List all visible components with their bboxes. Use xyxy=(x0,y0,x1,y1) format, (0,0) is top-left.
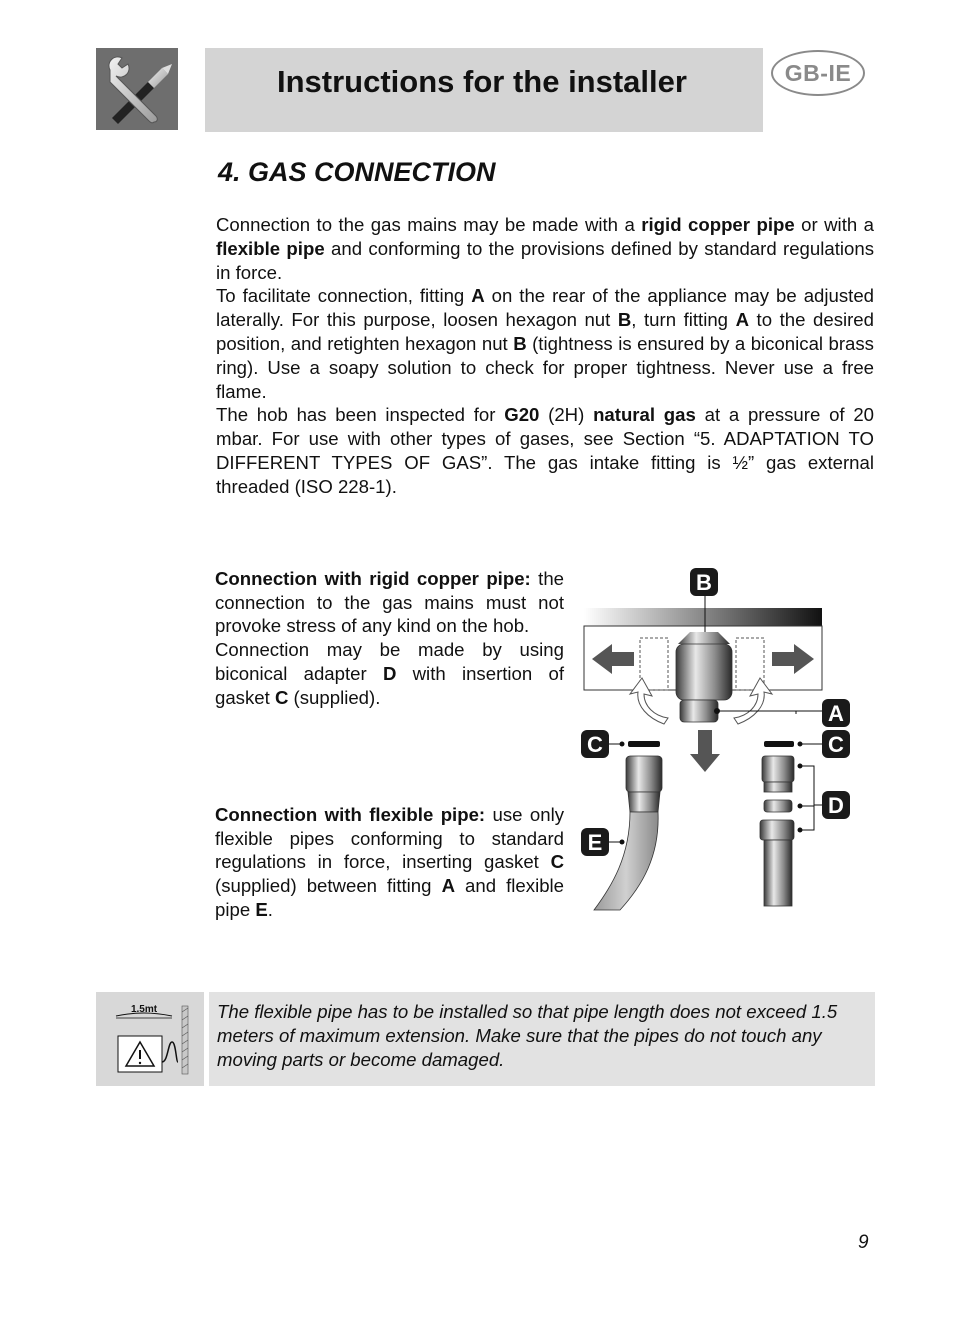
hob-top-bar xyxy=(584,608,822,626)
label-b: B xyxy=(696,570,712,595)
label-c-left: C xyxy=(587,732,603,757)
language-badge: GB-IE xyxy=(771,50,865,96)
flexible-pipe-text xyxy=(215,803,564,922)
flexible-paragraph: Connection with flexible pipe: use only flexible pipes conforming to standard regulations in force, inserting gasket C (supplied) between fitting A and flexible pipe E. xyxy=(215,804,565,920)
gas-connection-diagram xyxy=(578,566,854,914)
rigid-paragraph-1: Connection with rigid copper pipe: the connection to the gas mains must not provoke stress of any kind on the hob. xyxy=(215,568,565,637)
adapter-thread xyxy=(764,782,792,792)
copper-pipe xyxy=(764,840,792,906)
intro-paragraph-1: Connection to the gas mains may be made with a rigid copper pipe or with a flexible pipe and conforming to the provisions defined by standard regulations in force. xyxy=(216,214,874,283)
adapter-top xyxy=(762,756,794,782)
label-c-right: C xyxy=(828,732,844,757)
note-text: The flexible pipe has to be installed so that pipe length does not exceed 1.5 meters of maximum extension. Make sure that the pipes do not touch any moving parts or become damaged. xyxy=(217,1001,838,1070)
gasket-c-left xyxy=(628,741,660,747)
wrench-screwdriver-icon xyxy=(96,48,178,130)
label-e: E xyxy=(587,830,603,855)
rigid-paragraph-2: Connection may be made by using biconical adapter D with insertion of gasket C (supplied). xyxy=(215,639,564,708)
arrow-down-icon xyxy=(690,730,720,772)
tools-icon-box xyxy=(96,48,178,130)
intro-paragraph-3: The hob has been inspected for G20 (2H) natural gas at a pressure of 20 mbar. For use with other types of gases, see Section “5. ADAPTATION TO DIFFERENT TYPES OF GAS”. The gas intake fitting is ½” gas external threaded (ISO 228-1). xyxy=(216,404,875,497)
label-d: D xyxy=(828,793,844,818)
adapter-nut xyxy=(760,820,794,840)
fitting-body xyxy=(676,644,732,700)
rigid-pipe-text xyxy=(215,567,564,709)
note-band xyxy=(209,992,875,1086)
hose-nut xyxy=(626,756,662,792)
intro-text xyxy=(216,213,874,499)
hose-ferrule xyxy=(628,792,660,812)
pipe-length-warning-icon xyxy=(96,992,204,1086)
label-a: A xyxy=(828,701,844,726)
intro-paragraph-2: To facilitate connection, fitting A on the rear of the appliance may be adjusted laterally. For this purpose, loosen hexagon nut B, turn fitting A to the desired position, and retighten hexagon nut B (tightness is ensured by a biconical brass ring). Use a soapy solution to check for proper tightness. Never use a free flame. xyxy=(216,285,875,402)
page-title: Instructions for the installer xyxy=(277,64,687,99)
pipe-length-warning-icon-box xyxy=(96,992,204,1086)
note-icon-label: 1.5mt xyxy=(130,1004,158,1015)
flexible-pipe-e xyxy=(594,812,658,910)
section-heading: 4. GAS CONNECTION xyxy=(218,157,496,187)
fitting-a xyxy=(680,700,718,722)
biconical-ring xyxy=(764,800,792,812)
page-number: 9 xyxy=(858,1232,869,1253)
header-band xyxy=(205,48,763,132)
gasket-c-right xyxy=(764,741,794,747)
